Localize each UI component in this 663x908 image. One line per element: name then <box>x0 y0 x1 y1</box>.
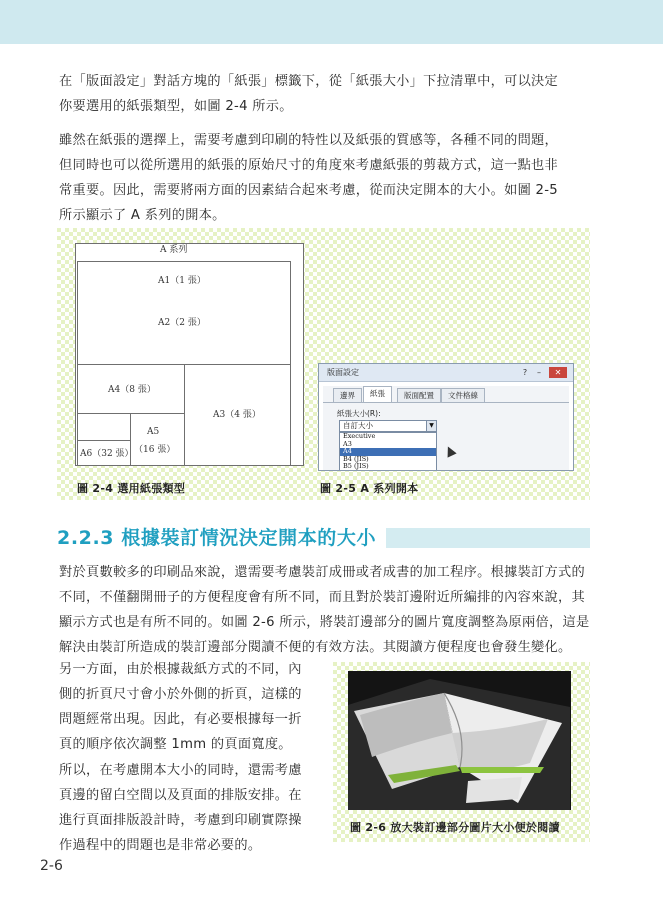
text-line: 解決由裝訂所造成的裝訂邊部分閱讀不便的有效方法。其閱讀方便程度也會發生變化。 <box>59 640 572 655</box>
a6-label: A6（32 張） <box>80 449 134 459</box>
minimize-icon[interactable]: – <box>537 368 541 377</box>
a5-count-label: （16 張） <box>134 445 176 455</box>
text-line: 側的折頁尺寸會小於外側的折頁，這樣的 <box>59 687 302 702</box>
page-number: 2-6 <box>40 858 63 874</box>
text-line: 另一方面，由於根據裁紙方式的不同，內 <box>59 662 302 677</box>
figure-2-5-caption: 圖 2-5 A 系列開本 <box>320 482 419 495</box>
paragraph-5 <box>59 758 321 858</box>
paper-size-value: 自訂大小 <box>343 421 373 430</box>
option-executive[interactable]: Executive <box>343 432 376 440</box>
open-book-illustration <box>348 671 571 810</box>
a5-label: A5 <box>147 427 160 437</box>
close-icon[interactable]: ✕ <box>549 367 567 378</box>
text-line: 雖然在紙張的選擇上，需要考慮到印刷的特性以及紙張的質感等，各種不同的問題， <box>59 133 559 148</box>
help-icon[interactable]: ? <box>522 368 528 377</box>
text-line: 進行頁面排版設計時，考慮到印刷實際操 <box>59 813 302 828</box>
tab-grid[interactable]: 文件格線 <box>441 388 485 402</box>
text-line: 你要選用的紙張類型，如圖 2-4 所示。 <box>59 99 293 114</box>
chevron-down-icon[interactable]: ▼ <box>426 421 436 431</box>
paper-size-options <box>339 432 437 471</box>
a2-label: A2（2 張） <box>158 318 206 328</box>
text-line: 顯示方式也是有所不同的。如圖 2-6 所示，將裝訂邊部分的圖片寬度調整為原兩倍，這是 <box>59 615 590 630</box>
figure-2-4-caption: 圖 2-4 選用紙張類型 <box>77 482 186 495</box>
a3-label: A3（4 張） <box>213 410 261 420</box>
dialog-body <box>323 386 569 471</box>
tab-layout[interactable]: 版面配置 <box>397 388 441 402</box>
text-line: 常重要。因此，需要將兩方面的因素結合起來考慮，從而決定開本的大小。如圖 2-5 <box>59 183 558 198</box>
a4-label: A4（8 張） <box>108 385 156 395</box>
text-line: 頁邊的留白空間以及頁面的排版安排。在 <box>59 788 302 803</box>
section-heading: 2.2.3 根據裝訂情況決定開本的大小 <box>57 522 386 554</box>
mouse-cursor-icon <box>443 444 456 457</box>
text-line: 所以，在考慮開本大小的同時，還需考慮 <box>59 763 302 778</box>
text-line: 在「版面設定」對話方塊的「紙張」標籤下，從「紙張大小」下拉清單中，可以決定 <box>59 74 559 89</box>
a-series-diagram <box>75 243 304 466</box>
a1-label: A1（1 張） <box>158 276 206 286</box>
tab-margins[interactable]: 邊界 <box>333 388 362 402</box>
paragraph-1 <box>59 69 607 119</box>
text-line: 問題經常出現。因此，有必要根據每一折 <box>59 712 302 727</box>
figure-2-6-caption: 圖 2-6 放大裝訂邊部分圖片大小便於閱讀 <box>350 821 560 834</box>
text-line: 作過程中的問題也是非常必要的。 <box>59 838 262 853</box>
option-a3[interactable]: A3 <box>343 439 352 448</box>
diagram-title: A 系列 <box>160 245 188 255</box>
text-line: 但同時也可以從所選用的紙張的原始尺寸的角度來考慮紙張的剪裁方式，這一點也非 <box>59 158 559 173</box>
option-a4[interactable]: A4 <box>340 448 436 456</box>
text-line: 頁的順序依次調整 1mm 的頁面寬度。 <box>59 737 292 752</box>
tab-paper[interactable]: 紙張 <box>363 386 392 402</box>
option-b4[interactable]: B4 (JIS) <box>343 454 369 463</box>
dialog-title: 版面設定 <box>327 368 359 377</box>
text-line: 對於頁數較多的印刷品來說，還需要考慮裝訂成冊或者成書的加工程序。根據裝訂方式的 <box>59 565 586 580</box>
text-line: 所示顯示了 A 系列的開本。 <box>59 208 226 223</box>
open-book-photo <box>348 671 571 810</box>
paper-size-label: 紙張大小(R): <box>337 409 381 418</box>
text-line: 不同，不僅翻開冊子的方便程度會有所不同，而且對於裝訂邊附近所編排的內容來說，其 <box>59 590 586 605</box>
tab-divider <box>323 402 569 403</box>
option-b5[interactable]: B5 (JIS) <box>343 462 369 471</box>
paragraph-2 <box>59 128 607 228</box>
paper-size-select[interactable] <box>339 420 437 432</box>
page-setup-dialog <box>318 363 574 471</box>
paragraph-3 <box>59 560 599 660</box>
header-band <box>0 0 663 44</box>
paragraph-4 <box>59 657 321 757</box>
